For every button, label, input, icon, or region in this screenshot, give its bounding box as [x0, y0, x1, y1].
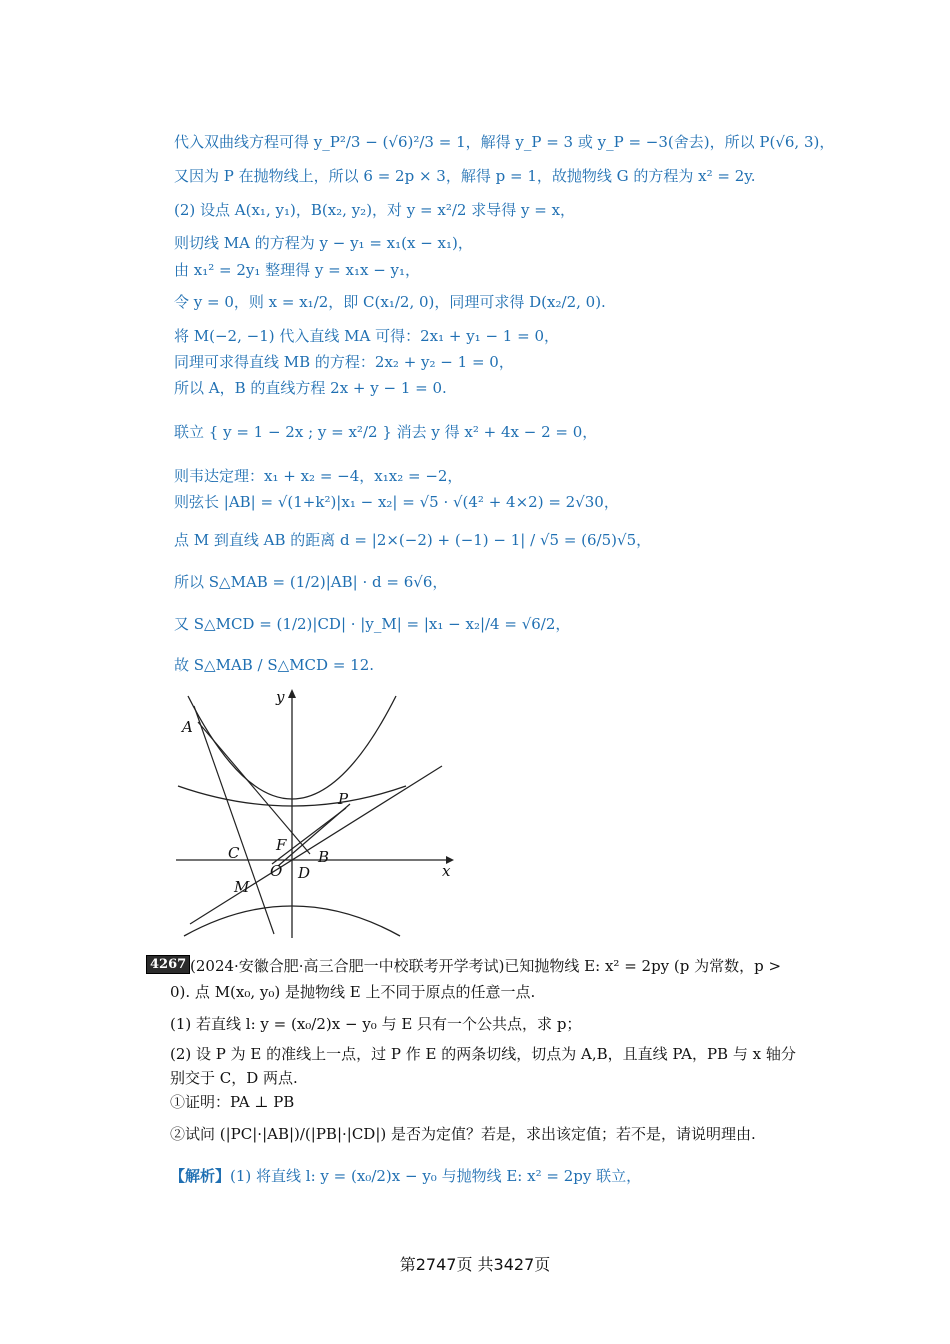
problem-line: ①证明：PA ⊥ PB: [170, 1093, 295, 1111]
label-p: P: [338, 790, 349, 808]
solution-line: 则弦长 |AB| = √(1+k²)|x₁ − x₂| = √5 · √(4² + 4×2) = 2√30，: [174, 493, 619, 511]
solution-line: 由 x₁² = 2y₁ 整理得 y = x₁x − y₁，: [174, 261, 421, 279]
problem-line: 0). 点 M(x₀, y₀) 是抛物线 E 上不同于原点的任意一点.: [170, 983, 536, 1001]
page-footer: 第2747页 共3427页: [399, 1255, 551, 1274]
tangent-line-ma: [194, 706, 274, 934]
solution-line: 又 S△MCD = (1/2)|CD| · |y_M| = |x₁ − x₂|/4 = √6/2，: [174, 615, 571, 633]
chord-ab: [198, 722, 310, 854]
solution-line: 令 y = 0，则 x = x₁/2，即 C(x₁/2, 0)，同理可求得 D(x₂/2, 0).: [174, 293, 606, 311]
solution-line: 将 M(−2, −1) 代入直线 MA 可得：2x₁ + y₁ − 1 = 0，: [174, 327, 559, 345]
problem-line: (1) 若直线 l: y = (x₀/2)x − y₀ 与 E 只有一个公共点，求 p；: [170, 1015, 582, 1033]
analysis-line: [170, 1166, 641, 1186]
geometry-figure: [170, 686, 460, 944]
solution-line: 又因为 P 在抛物线上，所以 6 = 2p × 3，解得 p = 1，故抛物线 G 的方程为 x² = 2y.: [174, 167, 756, 185]
solution-line: 则切线 MA 的方程为 y − y₁ = x₁(x − x₁)，: [174, 234, 473, 252]
solution-line: (2) 设点 A(x₁, y₁)，B(x₂, y₂)，对 y = x²/2 求导得 y = x，: [174, 201, 576, 219]
label-m: M: [234, 878, 250, 896]
problem-line: (2) 设 P 为 E 的准线上一点，过 P 作 E 的两条切线，切点为 A,B，且直线 PA，PB 与 x 轴分: [170, 1045, 796, 1063]
label-c: C: [228, 844, 240, 862]
problem-line: ②试问 (|PC|·|AB|)/(|PB|·|CD|) 是否为定值？若是，求出该定值；若不是，请说明理由.: [170, 1125, 756, 1143]
label-b: B: [318, 848, 330, 866]
analysis-text: (1) 将直线 l: y = (x₀/2)x − y₀ 与抛物线 E: x² = 2py 联立，: [230, 1167, 642, 1185]
problem-number-badge: 4267: [146, 955, 190, 974]
y-axis-arrow-icon: [288, 689, 296, 698]
problem-line: 别交于 C，D 两点.: [170, 1069, 298, 1087]
label-x: x: [442, 862, 451, 880]
solution-line: 点 M 到直线 AB 的距离 d = |2×(−2) + (−1) − 1| / √5 = (6/5)√5，: [174, 531, 652, 549]
label-y: y: [276, 688, 285, 706]
solution-line: 故 S△MAB / S△MCD = 12.: [174, 656, 375, 674]
label-o: O: [270, 862, 283, 880]
solution-line: 所以 A，B 的直线方程 2x + y − 1 = 0.: [174, 379, 447, 397]
solution-line: 联立 { y = 1 − 2x ; y = x²/2 } 消去 y 得 x² + 4x − 2 = 0，: [174, 423, 598, 441]
solution-line: 则韦达定理：x₁ + x₂ = −4，x₁x₂ = −2，: [174, 467, 463, 485]
solution-line: 所以 S△MAB = (1/2)|AB| · d = 6√6，: [174, 573, 448, 591]
label-a: A: [182, 718, 193, 736]
label-f: F: [276, 836, 287, 854]
analysis-label: 【解析】: [170, 1167, 231, 1185]
solution-line: 代入双曲线方程可得 y_P²/3 − (√6)²/3 = 1，解得 y_P = 3 或 y_P = −3(舍去)，所以 P(√6, 3)，: [174, 133, 835, 151]
solution-line: 同理可求得直线 MB 的方程：2x₂ + y₂ − 1 = 0，: [174, 353, 514, 371]
problem-line: (2024·安徽合肥·高三合肥一中校联考开学考试)已知抛物线 E: x² = 2py (p 为常数，p >: [190, 957, 782, 975]
label-d: D: [298, 864, 311, 882]
